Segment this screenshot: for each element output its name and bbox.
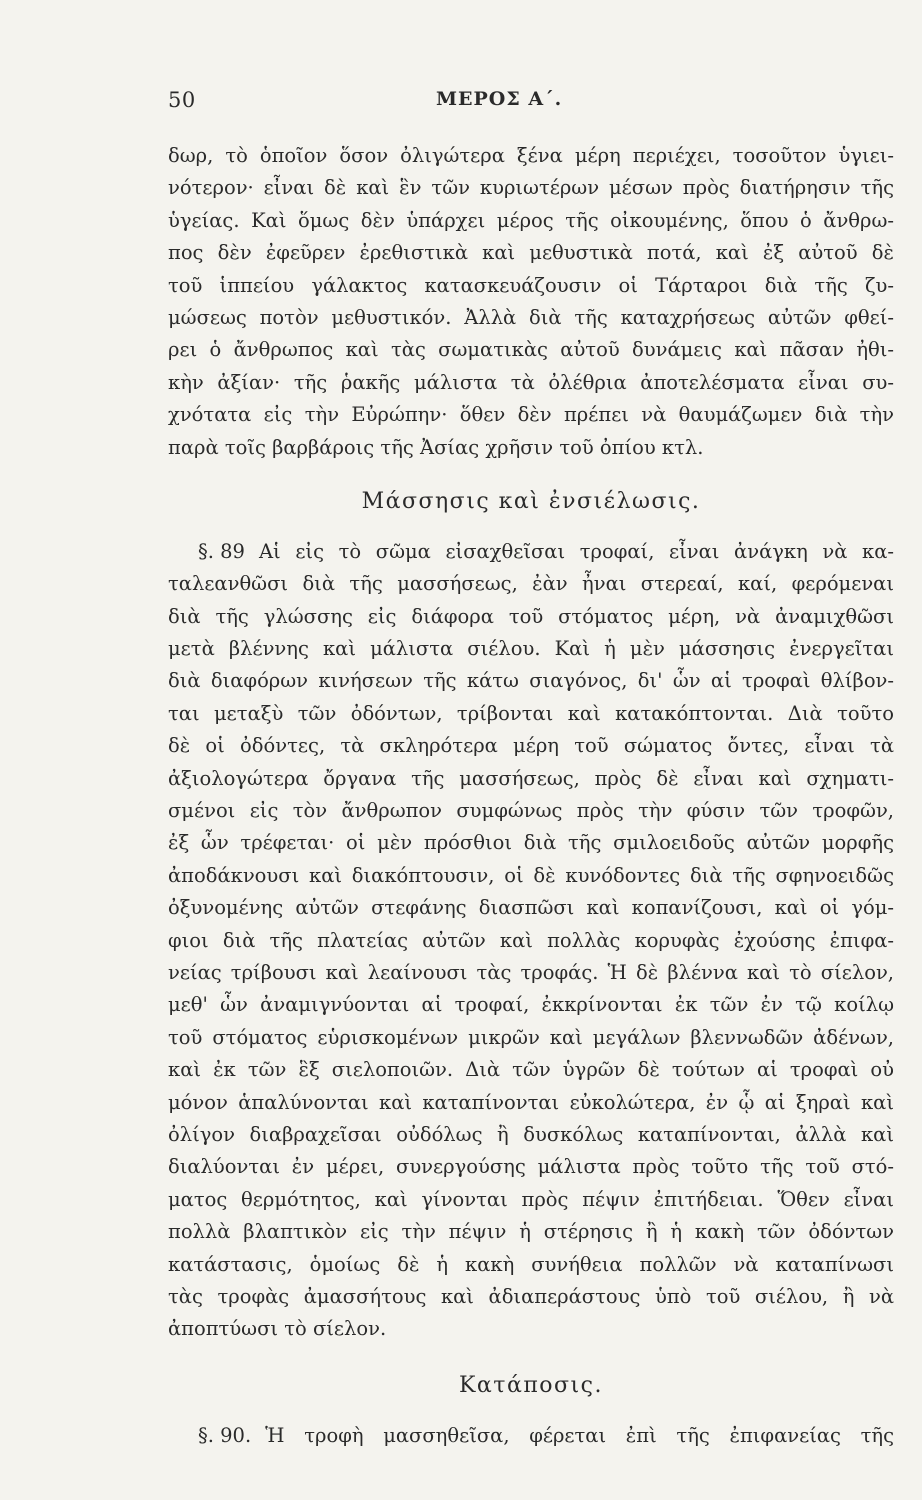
text-line: δὲ οἱ ὀδόντες, τὰ σκληρότερα μέρη τοῦ σώματος ὄντες, εἶναι τὰ [168,734,894,758]
text-line: ὀξυνομένης αὐτῶν στεφάνης διασπῶσι καὶ κοπανίζουσι, καὶ οἱ γόμ- [168,896,894,920]
text-line: ρει ὁ ἄνθρωπος καὶ τὰς σωματικὰς αὐτοῦ δυνάμεις καὶ πᾶσαν ἠθι- [168,338,894,362]
text-line: μετὰ βλέννης καὶ μάλιστα σιέλου. Καὶ ἡ μὲν μάσσησις ἐνεργεῖται [168,637,894,661]
text-line: ἀποπτύωσι τὸ σίελον. [168,1317,387,1341]
text-line-content: Αἱ εἰς τὸ σῶμα εἰσαχθεῖσαι τροφαί, εἶναι ἀνάγκη νὰ κα- [258,539,894,563]
text-line [168,1420,894,1452]
text-line: καὶ ἐκ τῶν ἓξ σιελοποιῶν. Διὰ τῶν ὑγρῶν δὲ τούτων αἱ τροφαὶ οὐ [168,1058,894,1082]
text-line: κὴν ἀξίαν· τῆς ῥακῆς μάλιστα τὰ ὀλέθρια ἀποτελέσματα εἶναι συ- [168,370,894,394]
section-heading: Μάσσησις καὶ ἐνσιέλωσις. [361,488,701,514]
paragraph-number: §. 89 [198,539,245,563]
text-line: ὑγείας. Καὶ ὅμως δὲν ὑπάρχει μέρος τῆς οἰκουμένης, ὅπου ὁ ἄνθρω- [168,208,894,232]
text-line: ταλεανθῶσι διὰ τῆς μασσήσεως, ἐὰν ἦναι στερεαί, καί, φερόμεναι [168,572,894,596]
running-title: ΜΕΡΟΣ Α΄. [436,88,563,110]
text-line: νότερον· εἶναι δὲ καὶ ἓν τῶν κυριωτέρων μέσων πρὸς διατήρησιν τῆς [168,176,894,200]
text-line: μώσεως ποτὸν μεθυστικόν. Ἀλλὰ διὰ τῆς καταχρήσεως αὐτῶν φθεί- [168,305,894,329]
text-line: μόνον ἁπαλύνονται καὶ καταπίνονται εὐκολώτερα, ἐν ᾧ αἱ ξηραὶ καὶ [168,1090,894,1114]
text-line: σμένοι εἰς τὸν ἄνθρωπον συμφώνως πρὸς τὴν φύσιν τῶν τροφῶν, [168,799,894,823]
text-line: ται μεταξὺ τῶν ὀδόντων, τρίβονται καὶ κατακόπτονται. Διὰ τοῦτο [168,701,894,725]
text-line: διὰ τῆς γλώσσης εἰς διάφορα τοῦ στόματος μέρη, νὰ ἀναμιχθῶσι [168,604,894,628]
text-line: τοῦ ἱππείου γάλακτος κατασκευάζουσιν οἱ Τάρταροι διὰ τῆς ζυ- [168,273,894,297]
section-heading: Κατάποσις. [459,1372,603,1398]
section-89-paragraph [168,536,894,1346]
text-line: παρὰ τοῖς βαρβάροις τῆς Ἀσίας χρῆσιν τοῦ ὀπίου κτλ. [168,435,704,459]
text-line: φιοι διὰ τῆς πλατείας αὐτῶν καὶ πολλὰς κορυφὰς ἐχούσης ἐπιφα- [168,928,894,952]
text-line: τοῦ στόματος εὑρισκομένων μικρῶν καὶ μεγάλων βλεννωδῶν ἀδένων, [168,1025,894,1049]
section-90-paragraph [168,1420,894,1452]
text-line: ἀποδάκνουσι καὶ διακόπτουσιν, οἱ δὲ κυνόδοντες διὰ τῆς σφηνοειδῶς [168,863,894,887]
body-text [168,140,894,1452]
text-line: ἐξ ὧν τρέφεται· οἱ μὲν πρόσθιοι διὰ τῆς σμιλοειδοῦς αὐτῶν μορφῆς [168,831,894,855]
text-line: ἀξιολογώτερα ὄργανα τῆς μασσήσεως, πρὸς δὲ εἶναι καὶ σχηματι- [168,766,894,790]
text-line: κατάστασις, ὁμοίως δὲ ἡ κακὴ συνήθεια πολλῶν νὰ καταπίνωσι [168,1252,894,1276]
text-line: νείας τρίβουσι καὶ λεαίνουσι τὰς τροφάς. Ἡ δὲ βλέννα καὶ τὸ σίελον, [168,960,894,984]
text-line: δωρ, τὸ ὁποῖον ὅσον ὀλιγώτερα ξένα μέρη περιέχει, τοσοῦτον ὑγιει- [168,144,894,167]
text-line: τὰς τροφὰς ἀμασσήτους καὶ ἀδιαπεράστους ὑπὸ τοῦ σιέλου, ἢ νὰ [168,1284,894,1308]
paragraph-number: §. 90. [198,1423,252,1447]
text-line: πολλὰ βλαπτικὸν εἰς τὴν πέψιν ἡ στέρησις ἢ ἡ κακὴ τῶν ὀδόντων [168,1220,894,1244]
text-line-content: Ἡ τροφὴ μασσηθεῖσα, φέρεται ἐπὶ τῆς ἐπιφανείας τῆς [265,1423,894,1447]
text-line: πος δὲν ἐφεῦρεν ἐρεθιστικὰ καὶ μεθυστικὰ ποτά, καὶ ἐξ αὐτοῦ δὲ [168,241,894,265]
intro-paragraph [168,140,894,464]
page-header [168,88,894,118]
text-line [168,536,894,568]
text-line: ματος θερμότητος, καὶ γίνονται πρὸς πέψιν ἐπιτήδειαι. Ὅθεν εἶναι [168,1187,894,1211]
text-line: χνότατα εἰς τὴν Εὐρώπην· ὅθεν δὲν πρέπει νὰ θαυμάζωμεν διὰ τὴν [168,403,894,427]
text-line: ὀλίγον διαβραχεῖσαι οὐδόλως ἢ δυσκόλως καταπίνονται, ἀλλὰ καὶ [168,1122,894,1146]
text-line: μεθ' ὧν ἀναμιγνύονται αἱ τροφαί, ἐκκρίνονται ἐκ τῶν ἐν τῷ κοίλῳ [168,993,894,1017]
text-line: διὰ διαφόρων κινήσεων τῆς κάτω σιαγόνος, δι' ὧν αἱ τροφαὶ θλίβον- [168,669,894,693]
text-line: διαλύονται ἐν μέρει, συνεργούσης μάλιστα πρὸς τοῦτο τῆς τοῦ στό- [168,1155,894,1179]
page-number: 50 [168,88,196,112]
